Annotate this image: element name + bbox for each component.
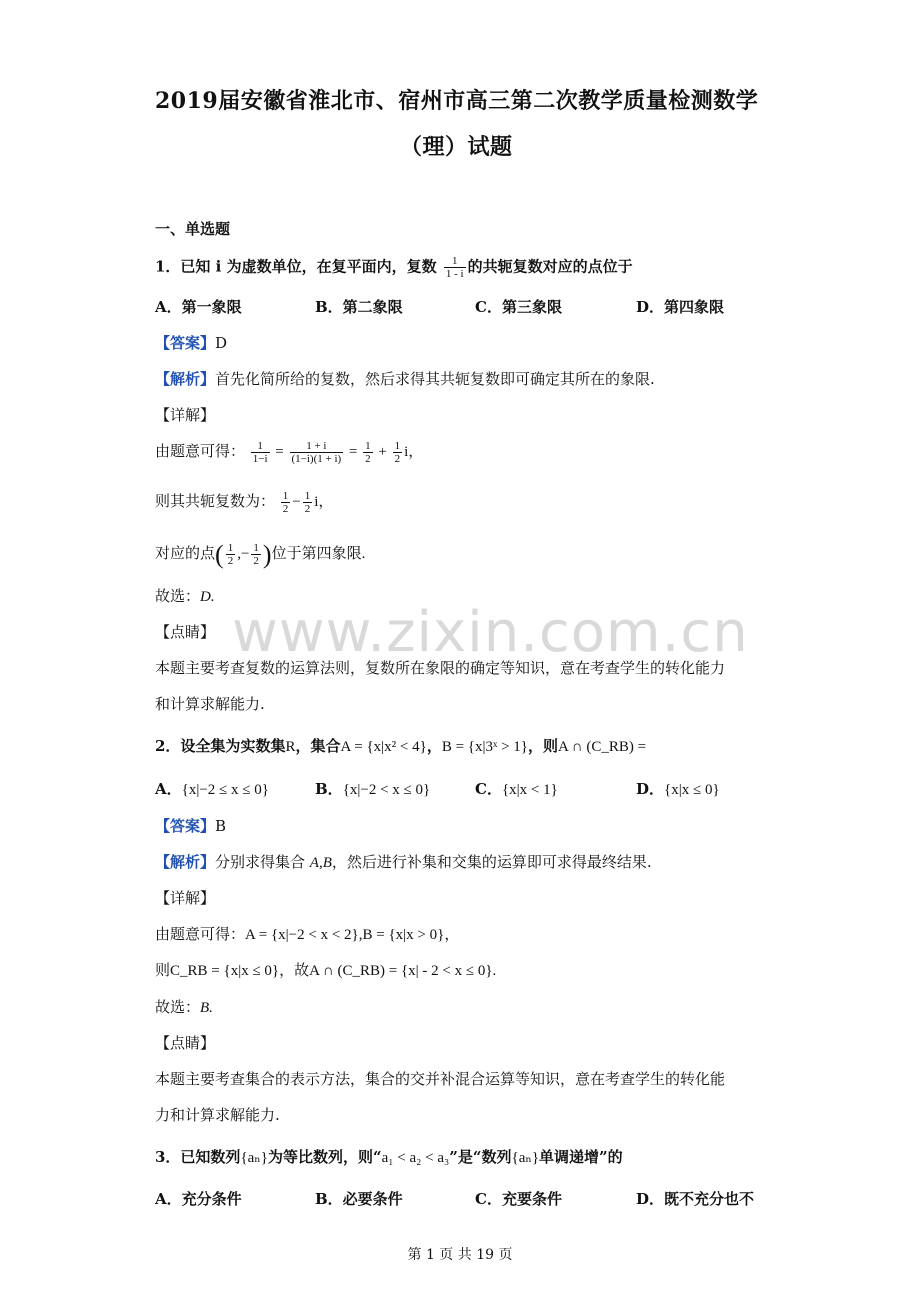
- document-title-line1: 2019届安徽省淮北市、宿州市高三第二次教学质量检测数学: [155, 88, 759, 114]
- q2-option-c-letter: C．: [475, 780, 502, 798]
- q2-detail-label: 【详解】: [155, 889, 216, 907]
- section-heading: 一、单选题: [155, 220, 231, 238]
- q3-stem: [155, 1146, 623, 1167]
- deriv-frac-1: $\frac{1}{1-i}$: [252, 440, 268, 466]
- q2-choice: 故选：: [155, 998, 201, 1016]
- q1-choice: 故选：: [155, 587, 201, 605]
- q1-stem: [155, 255, 633, 280]
- q2-option-c: [475, 778, 558, 799]
- document-title-line2: （理）试题: [400, 134, 513, 160]
- q3-stem-b: 为等比数列，则“: [268, 1148, 382, 1166]
- q1-detail-intro: 由题意可得：: [155, 444, 246, 460]
- q2-analysis-line: [155, 851, 652, 872]
- analysis-label: 【解析】: [155, 853, 216, 871]
- q2-comment-line1: 本题主要考查集合的表示方法，集合的交并补混合运算等知识，意在考查学生的转化能: [155, 1070, 726, 1088]
- q1-stem-prefix: 1．已知 i 为虚数单位，在复平面内，复数: [155, 257, 437, 276]
- answer-label: 【答案】: [155, 334, 216, 352]
- q1-option-d: D．第四象限: [636, 298, 725, 316]
- q2-comp-intro: 则: [155, 961, 171, 979]
- q2-option-a-text: {x|−2 ≤ x ≤ 0}: [181, 782, 269, 798]
- q2-answer: B: [215, 817, 227, 835]
- deriv-frac-2: $\frac{1 + i}{(1-i)(1 + i)}$: [291, 440, 342, 466]
- q2-comment-label: 【点睛】: [155, 1034, 216, 1052]
- q1-answer-line: [155, 332, 227, 353]
- q2-detail-line: [155, 923, 459, 944]
- q3-option-b: B．必要条件: [315, 1190, 403, 1208]
- q1-stem-suffix: 的共轭复数对应的点位于: [467, 257, 633, 276]
- q1-analysis: 首先化简所给的复数，然后求得其共轭复数即可确定其所在的象限.: [215, 370, 655, 388]
- q1-comment-line1: 本题主要考查复数的运算法则，复数所在象限的确定等知识，意在考查学生的转化能力: [155, 659, 726, 677]
- q1-conj-intro: 则其共轭复数为：: [155, 494, 276, 510]
- q2-comment-line2: 力和计算求解能力.: [155, 1106, 280, 1124]
- q2-comp-result: A ∩ (C_RB) = {x| - 2 < x ≤ 0}.: [309, 963, 497, 979]
- q1-fraction: [444, 255, 466, 280]
- q2-set-a: A = {x|x² < 4}: [340, 739, 427, 755]
- q2-stem-d: ，则: [528, 737, 559, 755]
- q1-option-b: B．第二象限: [315, 298, 403, 316]
- q2-choice-line: [155, 996, 213, 1017]
- q3-seq-2: {aₙ}: [511, 1150, 540, 1166]
- q2-option-b-text: {x|−2 < x ≤ 0}: [342, 782, 431, 798]
- conj-frac-1: $\frac{1}{2}$: [282, 490, 289, 516]
- q2-expr: A ∩ (C_RB) =: [558, 739, 647, 755]
- q3-option-a: A．充分条件: [155, 1190, 242, 1208]
- page-footer: 第 1 页 共 19 页: [407, 1247, 513, 1263]
- q2-option-c-text: {x|x < 1}: [501, 782, 558, 798]
- q1-frac-num: 1: [444, 255, 466, 268]
- answer-label: 【答案】: [155, 817, 216, 835]
- conj-frac-2: $\frac{1}{2}$: [304, 490, 311, 516]
- q1-conjugate-line: 则其共轭复数为： $\frac{1}{2}$ − $\frac{1}{2}$ i，: [155, 490, 334, 516]
- q2-choice-letter: B.: [200, 1000, 213, 1016]
- point-frac-1: $\frac{1}{2}$: [227, 542, 234, 568]
- q2-option-b-letter: B．: [315, 780, 343, 798]
- analysis-label: 【解析】: [155, 370, 216, 388]
- watermark: www.zixin.com.cn: [232, 600, 749, 665]
- q1-detail-label: 【详解】: [155, 406, 216, 424]
- q3-option-d: D．既不充分也不: [636, 1190, 755, 1208]
- q2-stem-a: 2．设全集为实数集: [155, 737, 286, 755]
- q2-detail-math: A = {x|−2 < x < 2},B = {x|x > 0}，: [245, 927, 460, 943]
- q3-stem-c: ”是“数列: [449, 1148, 512, 1166]
- q2-stem-b: ，集合: [295, 737, 341, 755]
- q3-stem-a: 3．已知数列: [155, 1148, 241, 1166]
- q2-complement-line: [155, 959, 496, 980]
- q3-seq-1: {aₙ}: [240, 1150, 268, 1166]
- q1-frac-den: 1 - i: [445, 268, 464, 280]
- q1-point-intro: 对应的点: [155, 546, 216, 562]
- point-frac-2: $\frac{1}{2}$: [253, 542, 259, 568]
- q1-analysis-line: [155, 368, 655, 389]
- q3-option-c: C．充要条件: [475, 1190, 562, 1208]
- q1-comment-label: 【点睛】: [155, 623, 216, 641]
- q2-stem: [155, 735, 646, 756]
- q1-answer: D: [215, 334, 228, 352]
- q2-option-d-letter: D．: [636, 780, 665, 798]
- q2-analysis-a: 分别求得集合: [215, 853, 310, 871]
- q2-option-d-text: {x|x ≤ 0}: [664, 782, 720, 798]
- q1-comment-line2: 和计算求解能力.: [155, 695, 265, 713]
- q2-analysis-b: ，然后进行补集和交集的运算即可求得最终结果.: [331, 853, 652, 871]
- q2-option-a: [155, 778, 269, 799]
- q1-detail-derivation: 由题意可得： $\frac{1}{1-i}$ = $\frac{1 + i}{(1-i)(1 + i)}$ = $\frac{1}{2}$ + $\frac{1}{2}$ i，: [155, 440, 424, 466]
- q1-option-c: C．第三象限: [475, 298, 562, 316]
- q2-comp-mid: ，故: [279, 961, 310, 979]
- deriv-frac-3: $\frac{1}{2}$: [365, 440, 371, 466]
- q2-answer-line: [155, 815, 226, 836]
- q1-point-suffix: 位于第四象限.: [271, 546, 366, 562]
- q1-choice-line: [155, 585, 215, 606]
- q1-point-line: 对应的点( $\frac{1}{2}$ ,− $\frac{1}{2}$ )位于第四象限.: [155, 540, 366, 569]
- q2-option-a-letter: A．: [155, 780, 182, 798]
- q1-choice-letter: D.: [200, 589, 215, 605]
- q2-comp-math: C_RB = {x|x ≤ 0}: [170, 963, 280, 979]
- q3-ineq: a₁ < a₂ < a₃: [381, 1150, 450, 1166]
- q3-stem-d: 单调递增”的: [539, 1148, 623, 1166]
- q2-stem-c: ，: [426, 737, 442, 755]
- q1-option-a: A．第一象限: [155, 298, 242, 316]
- deriv-frac-4: $\frac{1}{2}$: [394, 440, 401, 466]
- q2-option-d: [636, 778, 720, 799]
- q2-set-b: B = {x|3ˣ > 1}: [441, 739, 528, 755]
- q2-analysis-sets: A,B: [309, 855, 332, 871]
- q2-detail-intro: 由题意可得：: [155, 925, 246, 943]
- q2-stem-R: R: [285, 739, 296, 755]
- q2-option-b: [315, 778, 430, 799]
